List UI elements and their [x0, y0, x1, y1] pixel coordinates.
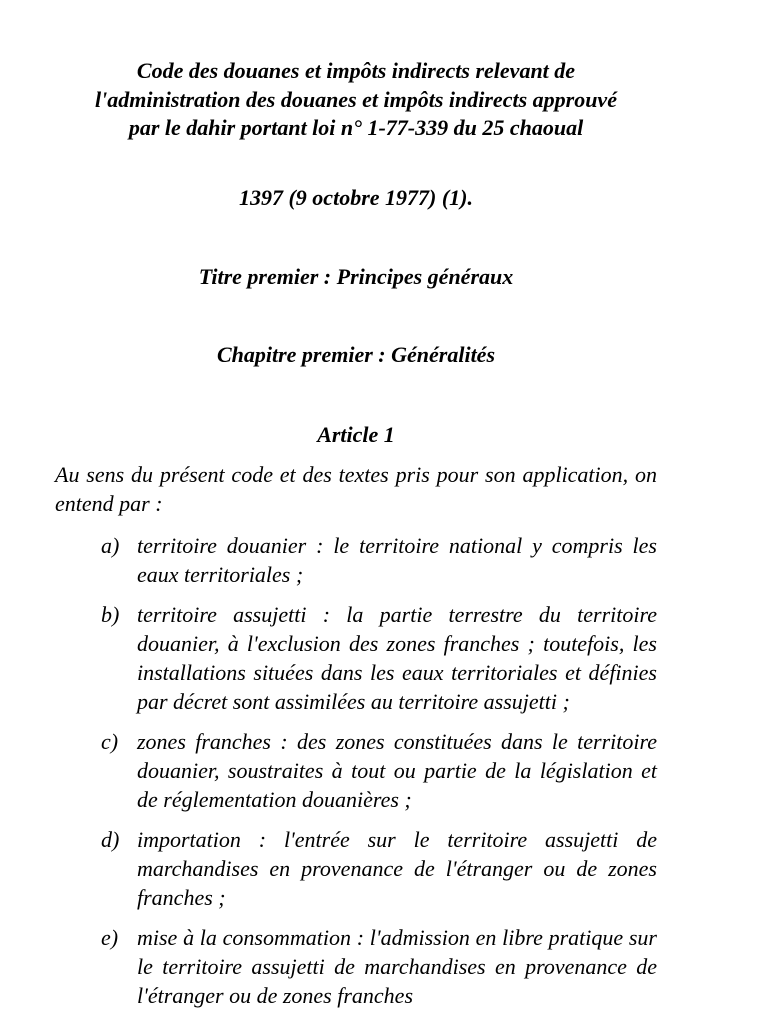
list-item-text: territoire douanier : le territoire national y compris les eaux territoriales ; — [137, 533, 657, 587]
list-item — [55, 531, 657, 589]
list-item — [55, 600, 657, 716]
list-item-letter: b) — [101, 602, 120, 627]
list-item-text: mise à la consommation : l'admission en libre pratique sur le territoire assujetti de marchandises en provenance de l'étranger ou de zones franches — [137, 925, 657, 1008]
list-item-letter: e) — [101, 925, 119, 950]
titre-heading: Titre premier : Principes généraux — [198, 264, 514, 289]
list-item — [55, 923, 657, 1010]
chapitre-heading: Chapitre premier : Généralités — [216, 342, 496, 367]
list-item-text: importation : l'entrée sur le territoire assujetti de marchandises en provenance de l'étranger ou de zones franches ; — [137, 827, 657, 910]
list-item — [55, 825, 657, 912]
document-title: Code des douanes et impôts indirects relevant de l'administration des douanes et impôts indirects approuvé par le dahir portant loi n° 1-77-339 du 25 chaoual — [95, 58, 617, 140]
list-item-letter: d) — [101, 827, 120, 852]
document-title-date: 1397 (9 octobre 1977) (1). — [238, 185, 473, 210]
list-item — [55, 727, 657, 814]
definitions-list — [55, 531, 657, 1021]
article-intro: Au sens du présent code et des textes pris pour son application, on entend par : — [55, 462, 657, 516]
list-item-letter: c) — [101, 729, 119, 754]
list-item-letter: a) — [101, 533, 120, 558]
article-heading: Article 1 — [317, 422, 395, 447]
list-item-text: territoire assujetti : la partie terrestre du territoire douanier, à l'exclusion des zones franches ; toutefois, les installations situées dans les eaux territoriales et définies par décret sont assimilées au territoire assujetti ; — [137, 602, 657, 714]
list-item-text: zones franches : des zones constituées dans le territoire douanier, soustraites à tout ou partie de la législation et de réglementation douanières ; — [137, 729, 657, 812]
